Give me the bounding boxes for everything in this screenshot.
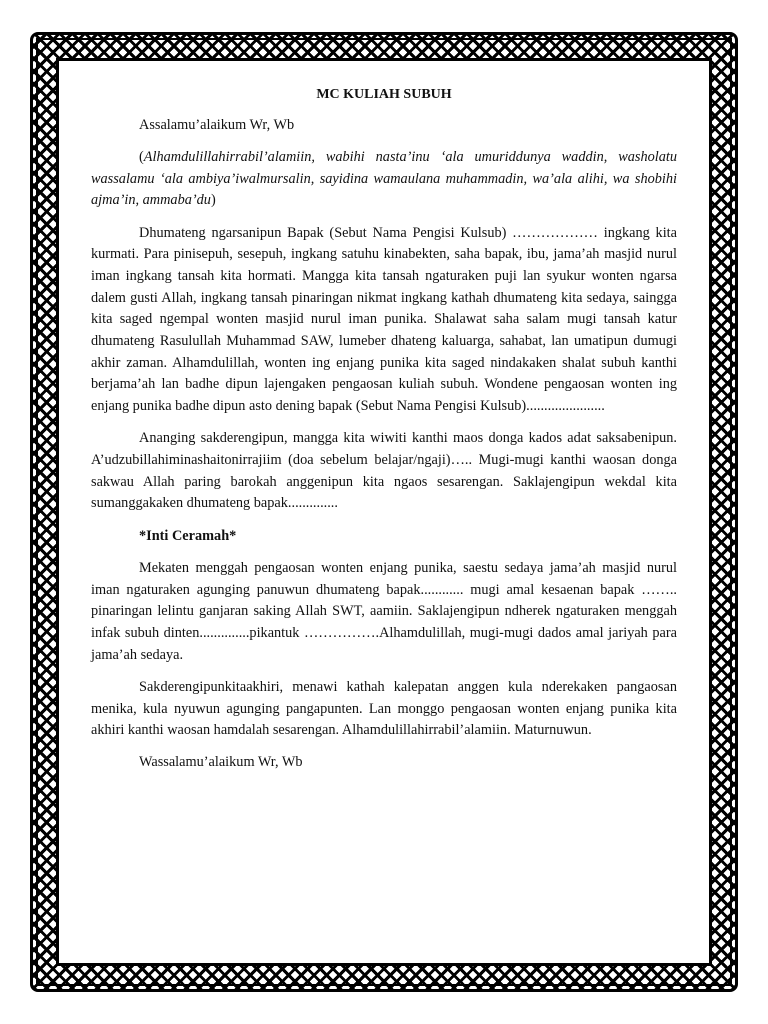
greeting: Assalamu’alaikum Wr, Wb	[139, 116, 295, 133]
opening-prayer-text: Alhamdulillahirrabil’alamiin, wabihi nasta’inu ‘ala umuriddunya waddin, washolatu wassalamu ‘ala ambiya’iwalmursalin, sayidina wamaulana muhammadin, wa’ala alihi, wa shobihi ajma’in, ammaba’du	[91, 148, 677, 209]
section-heading: *Inti Ceramah*	[139, 527, 237, 544]
paragraph-closing: Sakderengipunkitaakhiri, menawi kathah kalepatan anggen kula nderekaken pangaosan menika, kula nyuwun agunging pangapunten. Lan monggo pengaosan wonten enjang punika kita akhiri kanthi waosan hamdalah sesarengan. Alhamdulillahirrabil’alamiin. Maturnuwun.	[91, 678, 677, 739]
opening-prayer: (Alhamdulillahirrabil’alamiin, wabihi nasta’inu ‘ala umuriddunya waddin, washolatu wassalamu ‘ala ambiya’iwalmursalin, sayidina wamaulana muhammadin, wa’ala alihi, wa shobihi ajma’in, ammaba’du)	[91, 148, 677, 209]
paragraph-thanks: Mekaten menggah pengaosan wonten enjang punika, saestu sedaya jama’ah masjid nurul iman ngaturaken agunging panuwun dhumateng bapak............ mugi amal kesaenan bapak …….. pinaringan lelintu ganjaran saking Allah SWT, aamiin. Saklajengipun ndherek ngaturaken menggah infak subuh dinten..............pikantuk …………….Alhamdulillah, mugi-mugi dados amal jariyah para jama’ah sedaya.	[91, 559, 677, 663]
document-title: MC KULIAH SUBUH	[316, 87, 452, 102]
paragraph-opening-prayer: Ananging sakderengipun, mangga kita wiwiti kanthi maos donga kados adat saksabenipun. A’udzubillahiminashaitonirrajiim (doa sebelum belajar/ngaji)….. Mugi-mugi kanthi waosan donga sakwau Allah paring barokah anggenipun kita ngaos sesarengan. Saklajengipun wekdal kita sumanggakaken dhumateng bapak..............	[91, 430, 677, 512]
paragraph-intro: Dhumateng ngarsanipun Bapak (Sebut Nama Pengisi Kulsub) ……………… ingkang kita kurmati. Para pinisepuh, sesepuh, ingkang satuhu kinabekten, saha bapak, ibu, jama’ah masjid nurul iman ingkang tansah kita hormati. Mangga kita tansah ngaturaken puji lan syukur wonten ngarsa dalem gusti Allah, ingkang tansah pinaringan nikmat ingkang kathah dhumateng kita sedaya, saingga kita saged ngempal wonten masjid nurul iman punika. Shalawat saha salam mugi tansah katur dhumateng Rasulullah Muhammad SAW, lumeber dhateng kaluarga, sahabat, lan umatipun dumugi akhir zaman. Alhamdulillah, wonten ing enjang punika kita saged nindakaken shalat subuh kanthi berjama’ah lan badhe dipun lajengaken pengaosan kuliah subuh. Wondene pengaosan wonten ing enjang punika badhe dipun asto dening bapak (Sebut Nama Pengisi Kulsub)......................	[91, 224, 677, 415]
document-content	[91, 84, 677, 785]
closing-greeting: Wassalamu’alaikum Wr, Wb	[139, 754, 303, 771]
